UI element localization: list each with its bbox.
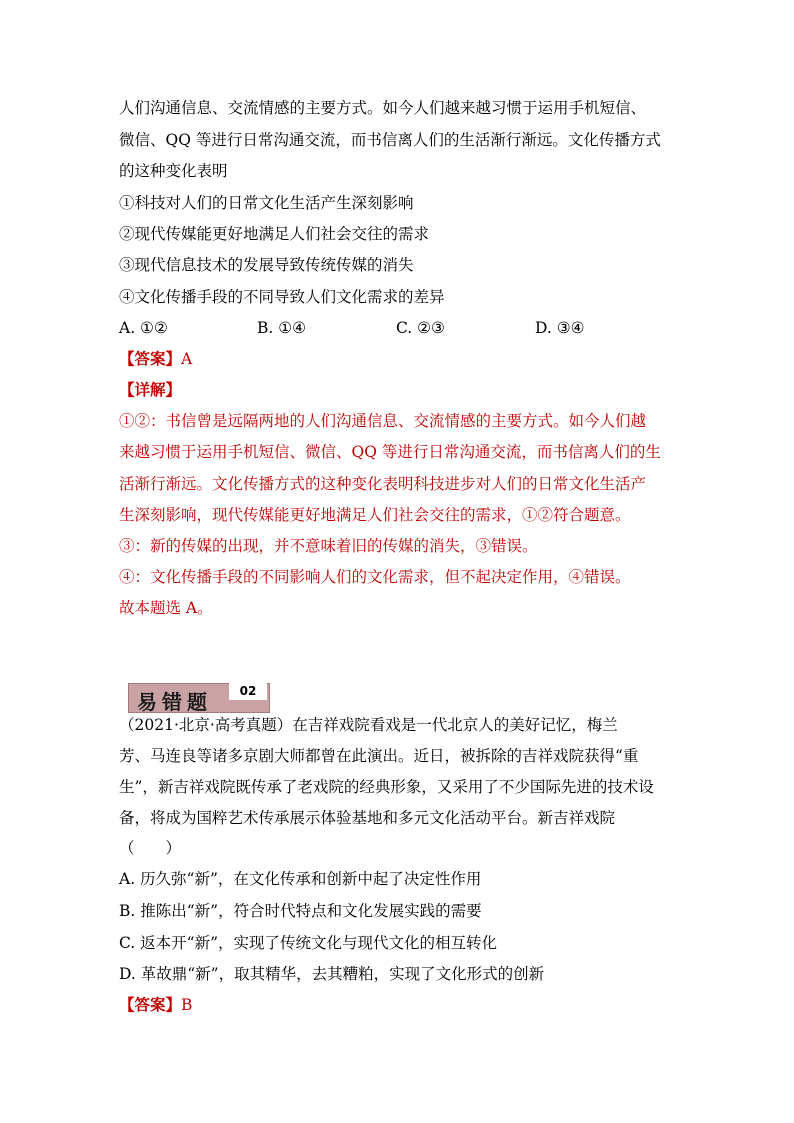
- q1-stem-line-2: 微信、QQ 等进行日常沟通交流，而书信离人们的生活渐行渐远。文化传播方式: [119, 131, 661, 149]
- q1-detail-line-6: ④：文化传播手段的不同影响人们的文化需求，但不起决定作用，④错误。: [119, 568, 631, 586]
- q1-option-b: B. ①④: [257, 319, 307, 337]
- q1-option-c: C. ②③: [396, 319, 445, 337]
- q1-option-d: D. ③④: [535, 319, 585, 337]
- q1-option-a: A. ①②: [119, 319, 168, 337]
- q1-answer-value: A: [181, 350, 193, 368]
- q2-option-a: A. 历久弥“新”，在文化传承和创新中起了决定性作用: [119, 870, 482, 888]
- q1-detail-line-4: 生深刻影响，现代传媒能更好地满足人们社会交往的需求，①②符合题意。: [119, 506, 631, 524]
- error-prone-badge: [128, 683, 270, 713]
- q2-stem-line-5: （ ）: [119, 839, 182, 857]
- q1-statement-3: ③现代信息技术的发展导致传统传媒的消失: [119, 256, 414, 274]
- q1-detail-line-3: 活渐行渐远。文化传播方式的这种变化表明科技进步对人们的日常文化生活产: [119, 475, 647, 493]
- q1-stem-line-1: 人们沟通信息、交流情感的主要方式。如今人们越来越习惯于运用手机短信、: [119, 99, 647, 117]
- q1-stem-line-3: 的这种变化表明: [119, 162, 228, 180]
- q2-answer: [119, 995, 192, 1015]
- q2-stem-line-1: （2021·北京·高考真题）在吉祥戏院看戏是一代北京人的美好记忆，梅兰: [119, 716, 618, 734]
- q1-detail-line-1: ①②：书信曾是远隔两地的人们沟通信息、交流情感的主要方式。如今人们越: [119, 412, 647, 430]
- q2-stem-line-2: 芳、马连良等诸多京剧大师都曾在此演出。近日，被拆除的吉祥戏院获得“重: [119, 747, 639, 765]
- q1-statement-4: ④文化传播手段的不同导致人们文化需求的差异: [119, 288, 445, 306]
- q1-detail-heading: [119, 380, 181, 400]
- badge-label: 易错题: [137, 690, 212, 714]
- q2-stem-line-4: 备，将成为国粹艺术传承展示体验基地和多元文化活动平台。新吉祥戏院: [119, 809, 616, 827]
- q2-answer-label: 【答案】: [119, 995, 182, 1014]
- q2-stem-line-3: 生”，新吉祥戏院既传承了老戏院的经典形象，又采用了不少国际先进的技术设: [119, 778, 654, 796]
- q2-option-c: C. 返本开“新”，实现了传统文化与现代文化的相互转化: [119, 934, 498, 952]
- badge-number: 02: [229, 682, 267, 700]
- q2-option-d: D. 革故鼎“新”，取其精华，去其糟粕，实现了文化形式的创新: [119, 965, 545, 983]
- q1-detail-line-5: ③：新的传媒的出现，并不意味着旧的传媒的消失，③错误。: [119, 537, 538, 555]
- q1-answer: [119, 349, 192, 369]
- q2-option-b: B. 推陈出“新”，符合时代特点和文化发展实践的需要: [119, 902, 482, 920]
- q2-answer-value: B: [181, 996, 193, 1014]
- q1-conclusion: 故本题选 A。: [119, 599, 213, 617]
- q1-detail-label: 【详解】: [119, 380, 182, 399]
- q1-statement-2: ②现代传媒能更好地满足人们社会交往的需求: [119, 225, 430, 243]
- q1-detail-line-2: 来越习惯于运用手机短信、微信、QQ 等进行日常沟通交流，而书信离人们的生: [119, 443, 661, 461]
- q1-answer-label: 【答案】: [119, 349, 182, 368]
- q1-statement-1: ①科技对人们的日常文化生活产生深刻影响: [119, 194, 414, 212]
